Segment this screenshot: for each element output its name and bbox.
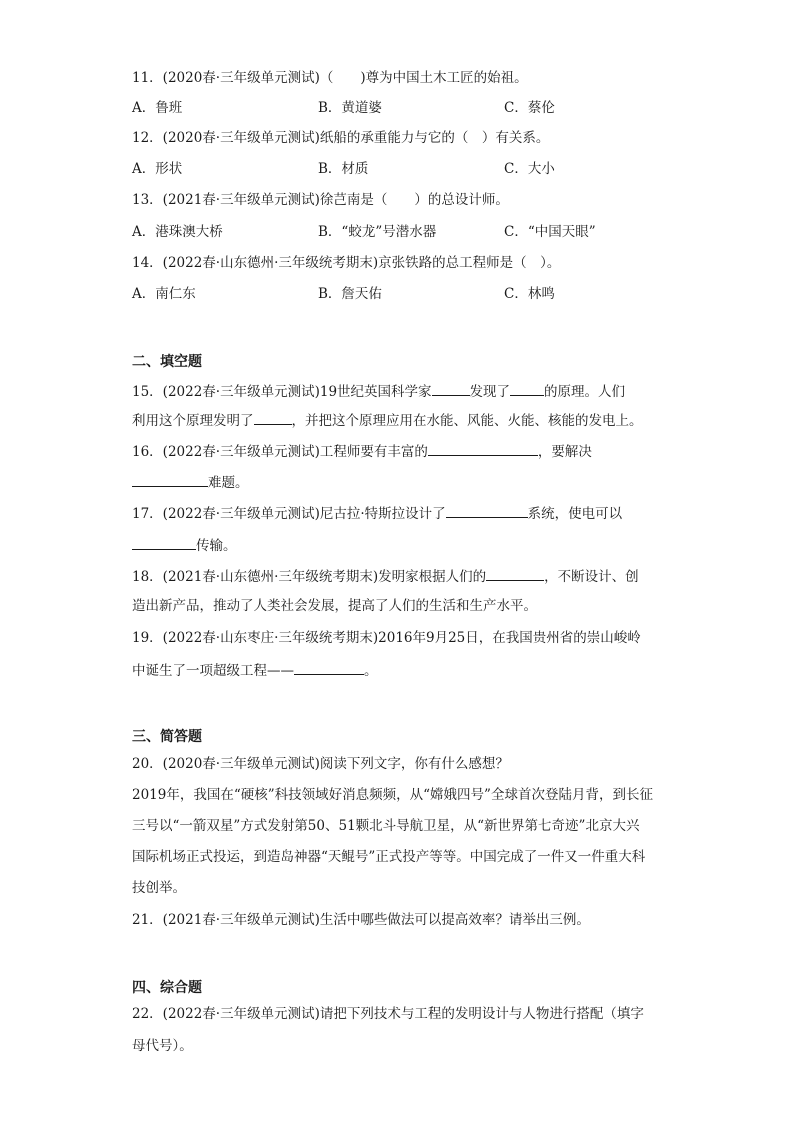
- passage-line: 国际机场正式投运，到造岛神器“天鲲号”正式投产等等。中国完成了一件又一件重大科: [132, 849, 646, 865]
- answer-blank[interactable]: [510, 380, 544, 396]
- question-12-options: [132, 159, 732, 179]
- question-16-text: 16．(2022春·三年级单元测试)工程师要有丰富的: [132, 444, 428, 460]
- question-17-text: 系统，使电可以: [527, 506, 623, 522]
- answer-blank[interactable]: [254, 409, 292, 425]
- option-b: B．詹天佑: [318, 286, 382, 302]
- option-a: A．港珠澳大桥: [132, 224, 223, 240]
- answer-blank[interactable]: [132, 534, 196, 550]
- answer-blank[interactable]: [446, 502, 528, 518]
- question-15-text: ，并把这个原理应用在水能、风能、火能、核能的发电上。: [291, 413, 643, 429]
- passage-line: 三号以“一箭双星”方式发射第50、51颗北斗导航卫星，从“新世界第七奇迹”北京大兴: [132, 818, 640, 834]
- option-c: C．蔡伦: [504, 100, 555, 116]
- option-c: C．林鸣: [504, 286, 555, 302]
- option-a: A．鲁班: [132, 100, 183, 116]
- question-16-line-1: [132, 440, 592, 462]
- question-20: 20．(2020春·三年级单元测试)阅读下列文字，你有什么感想？: [132, 756, 509, 772]
- section-heading-comprehensive: 四、综合题: [132, 980, 202, 996]
- option-a: A．形状: [132, 161, 183, 177]
- question-11-options: [132, 98, 732, 118]
- question-21: 21．(2021春·三年级单元测试)生活中哪些做法可以提高效率？请举出三例。: [132, 912, 590, 928]
- question-19-line-1: 19．(2022春·山东枣庄·三年级统考期末)2016年9月25日，在我国贵州省的崇山峻岭: [132, 630, 641, 646]
- question-17-line-2: [132, 534, 237, 556]
- question-18-text: 18．(2021春·山东德州·三年级统考期末)发明家根据人们的: [132, 569, 487, 585]
- question-17-text: 传输。: [196, 538, 237, 554]
- question-15-text: 利用这个原理发明了: [132, 413, 254, 429]
- option-b: B．黄道婆: [318, 100, 382, 116]
- question-16-line-2: [132, 471, 249, 493]
- question-17-text: 17．(2022春·三年级单元测试)尼古拉·特斯拉设计了: [132, 506, 446, 522]
- question-22-line-2: 母代号）。: [132, 1038, 193, 1054]
- question-17-line-1: [132, 502, 622, 524]
- question-22-line-1: 22．(2022春·三年级单元测试)请把下列技术与工程的发明设计与人物进行搭配（填字: [132, 1006, 644, 1022]
- question-18-line-1: [132, 565, 639, 587]
- option-a: A．南仁东: [132, 286, 196, 302]
- question-16-text: ，要解决: [537, 444, 592, 460]
- question-15-line-1: [132, 380, 625, 402]
- section-heading-fill: 二、填空题: [132, 354, 202, 370]
- question-11: 11．(2020春·三年级单元测试)（ )尊为中国土木工匠的始祖。: [132, 70, 528, 86]
- question-15-text: 15．(2022春·三年级单元测试)19世纪英国科学家: [132, 384, 432, 400]
- question-15-text: 的原理。人们: [544, 384, 626, 400]
- answer-blank[interactable]: [132, 471, 208, 487]
- section-heading-short: 三、简答题: [132, 729, 202, 745]
- question-19-text: 。: [364, 663, 378, 679]
- question-14: 14．(2022春·山东德州·三年级统考期末)京张铁路的总工程师是（ ）。: [132, 255, 561, 271]
- question-12: 12．(2020春·三年级单元测试)纸船的承重能力与它的（ ）有关系。: [132, 130, 550, 146]
- answer-blank[interactable]: [294, 659, 364, 675]
- question-16-text: 难题。: [208, 475, 249, 491]
- passage-line: 技创举。: [132, 880, 186, 896]
- question-13-options: [132, 222, 732, 242]
- question-18-line-2: 造出新产品，推动了人类社会发展，提高了人们的生活和生产水平。: [132, 598, 537, 614]
- answer-blank[interactable]: [428, 440, 538, 456]
- question-19-line-2: [132, 659, 378, 681]
- option-b: B．材质: [318, 161, 369, 177]
- question-19-text: 中诞生了一项超级工程——: [132, 663, 294, 679]
- answer-blank[interactable]: [432, 380, 470, 396]
- question-13: 13．(2021春·三年级单元测试)徐芑南是（ ）的总设计师。: [132, 192, 509, 208]
- question-18-text: ，不断设计、创: [544, 569, 639, 585]
- passage-line: 2019年，我国在“硬核”科技领域好消息频频，从“嫦娥四号”全球首次登陆月背，到长征: [132, 787, 653, 803]
- question-14-options: [132, 284, 732, 304]
- answer-blank[interactable]: [486, 565, 544, 581]
- option-b: B．“蛟龙”号潜水器: [318, 224, 437, 240]
- question-15-text: 发现了: [469, 384, 511, 400]
- option-c: C．“中国天眼”: [504, 224, 596, 240]
- question-15-line-2: [132, 409, 643, 431]
- option-c: C．大小: [504, 161, 555, 177]
